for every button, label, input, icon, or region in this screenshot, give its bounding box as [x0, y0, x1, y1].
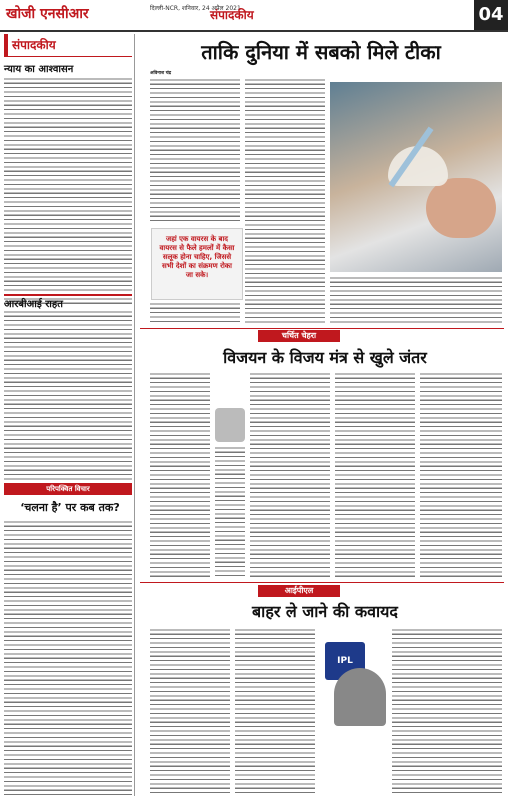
arm-shape: [426, 178, 496, 238]
ipl-headline: बाहर ले जाने की कवायद: [252, 602, 398, 621]
column-divider: [134, 34, 135, 796]
opinion-tag: परिपक्वित विचार: [4, 483, 132, 495]
page-number: 04: [474, 0, 508, 30]
vaccine-photo: [330, 82, 502, 272]
brand-title: खोजी एनसीआर: [6, 6, 89, 22]
article-title-nyay: न्याय का आश्वासन: [4, 64, 74, 75]
article-title-rbi: [4, 294, 132, 308]
charcha-tag: चर्चित चेहरा: [258, 330, 340, 342]
charcha-body-col5: [420, 372, 502, 577]
article-body-chalna: [4, 520, 132, 795]
ipl-body-col3: [392, 628, 502, 796]
main-byline: अविनाश चंद्र: [150, 71, 172, 76]
divider-charcha: [140, 328, 504, 329]
article-body-nyay: [4, 77, 132, 307]
main-body-col2: [245, 78, 325, 323]
charcha-body-col2a: [215, 446, 245, 576]
ipl-person-photo: [334, 668, 386, 726]
main-body-col3: [330, 276, 502, 324]
main-body-col1b: [150, 302, 240, 324]
rbi-title-text: आरबीआई राहत: [4, 299, 63, 310]
main-headline: ताकि दुनिया में सबको मिले टीका: [201, 40, 441, 64]
cm-photo: [215, 408, 245, 442]
section-title: संपादकीय: [210, 8, 254, 22]
charcha-body-col3: [250, 372, 330, 577]
charcha-body-col1: [150, 372, 210, 577]
divider-ipl: [140, 582, 504, 583]
pull-quote: [151, 228, 243, 300]
masthead: [0, 0, 508, 32]
main-body-col1: [150, 78, 240, 223]
ipl-body-col2: [235, 628, 315, 796]
ipl-tag: आईपीएल: [258, 585, 340, 597]
main-byline-wrap: [150, 70, 242, 76]
dateline: दिल्ली-NCR, शनिवार, 24 अप्रैल 2021: [150, 5, 241, 12]
ipl-body-col1: [150, 628, 230, 796]
article-body-rbi: [4, 310, 132, 480]
charcha-headline: विजयन के विजय मंत्र से खुले जंतर: [223, 348, 427, 367]
charcha-body-col4: [335, 372, 415, 577]
main-article: [138, 34, 504, 65]
article-title-chalna: ‘चलना है’ पर कब तक?: [20, 501, 120, 514]
pull-quote-text: जहां एक वायरस के बाद वायरस से फैले हमलों में कैसा सलूक होना चाहिए, जिससे सभी देशों का संक्रमण रोका जा सके।: [159, 235, 235, 279]
editorial-tag: संपादकीय: [4, 34, 132, 57]
ipl-logo: IPL: [325, 642, 365, 680]
